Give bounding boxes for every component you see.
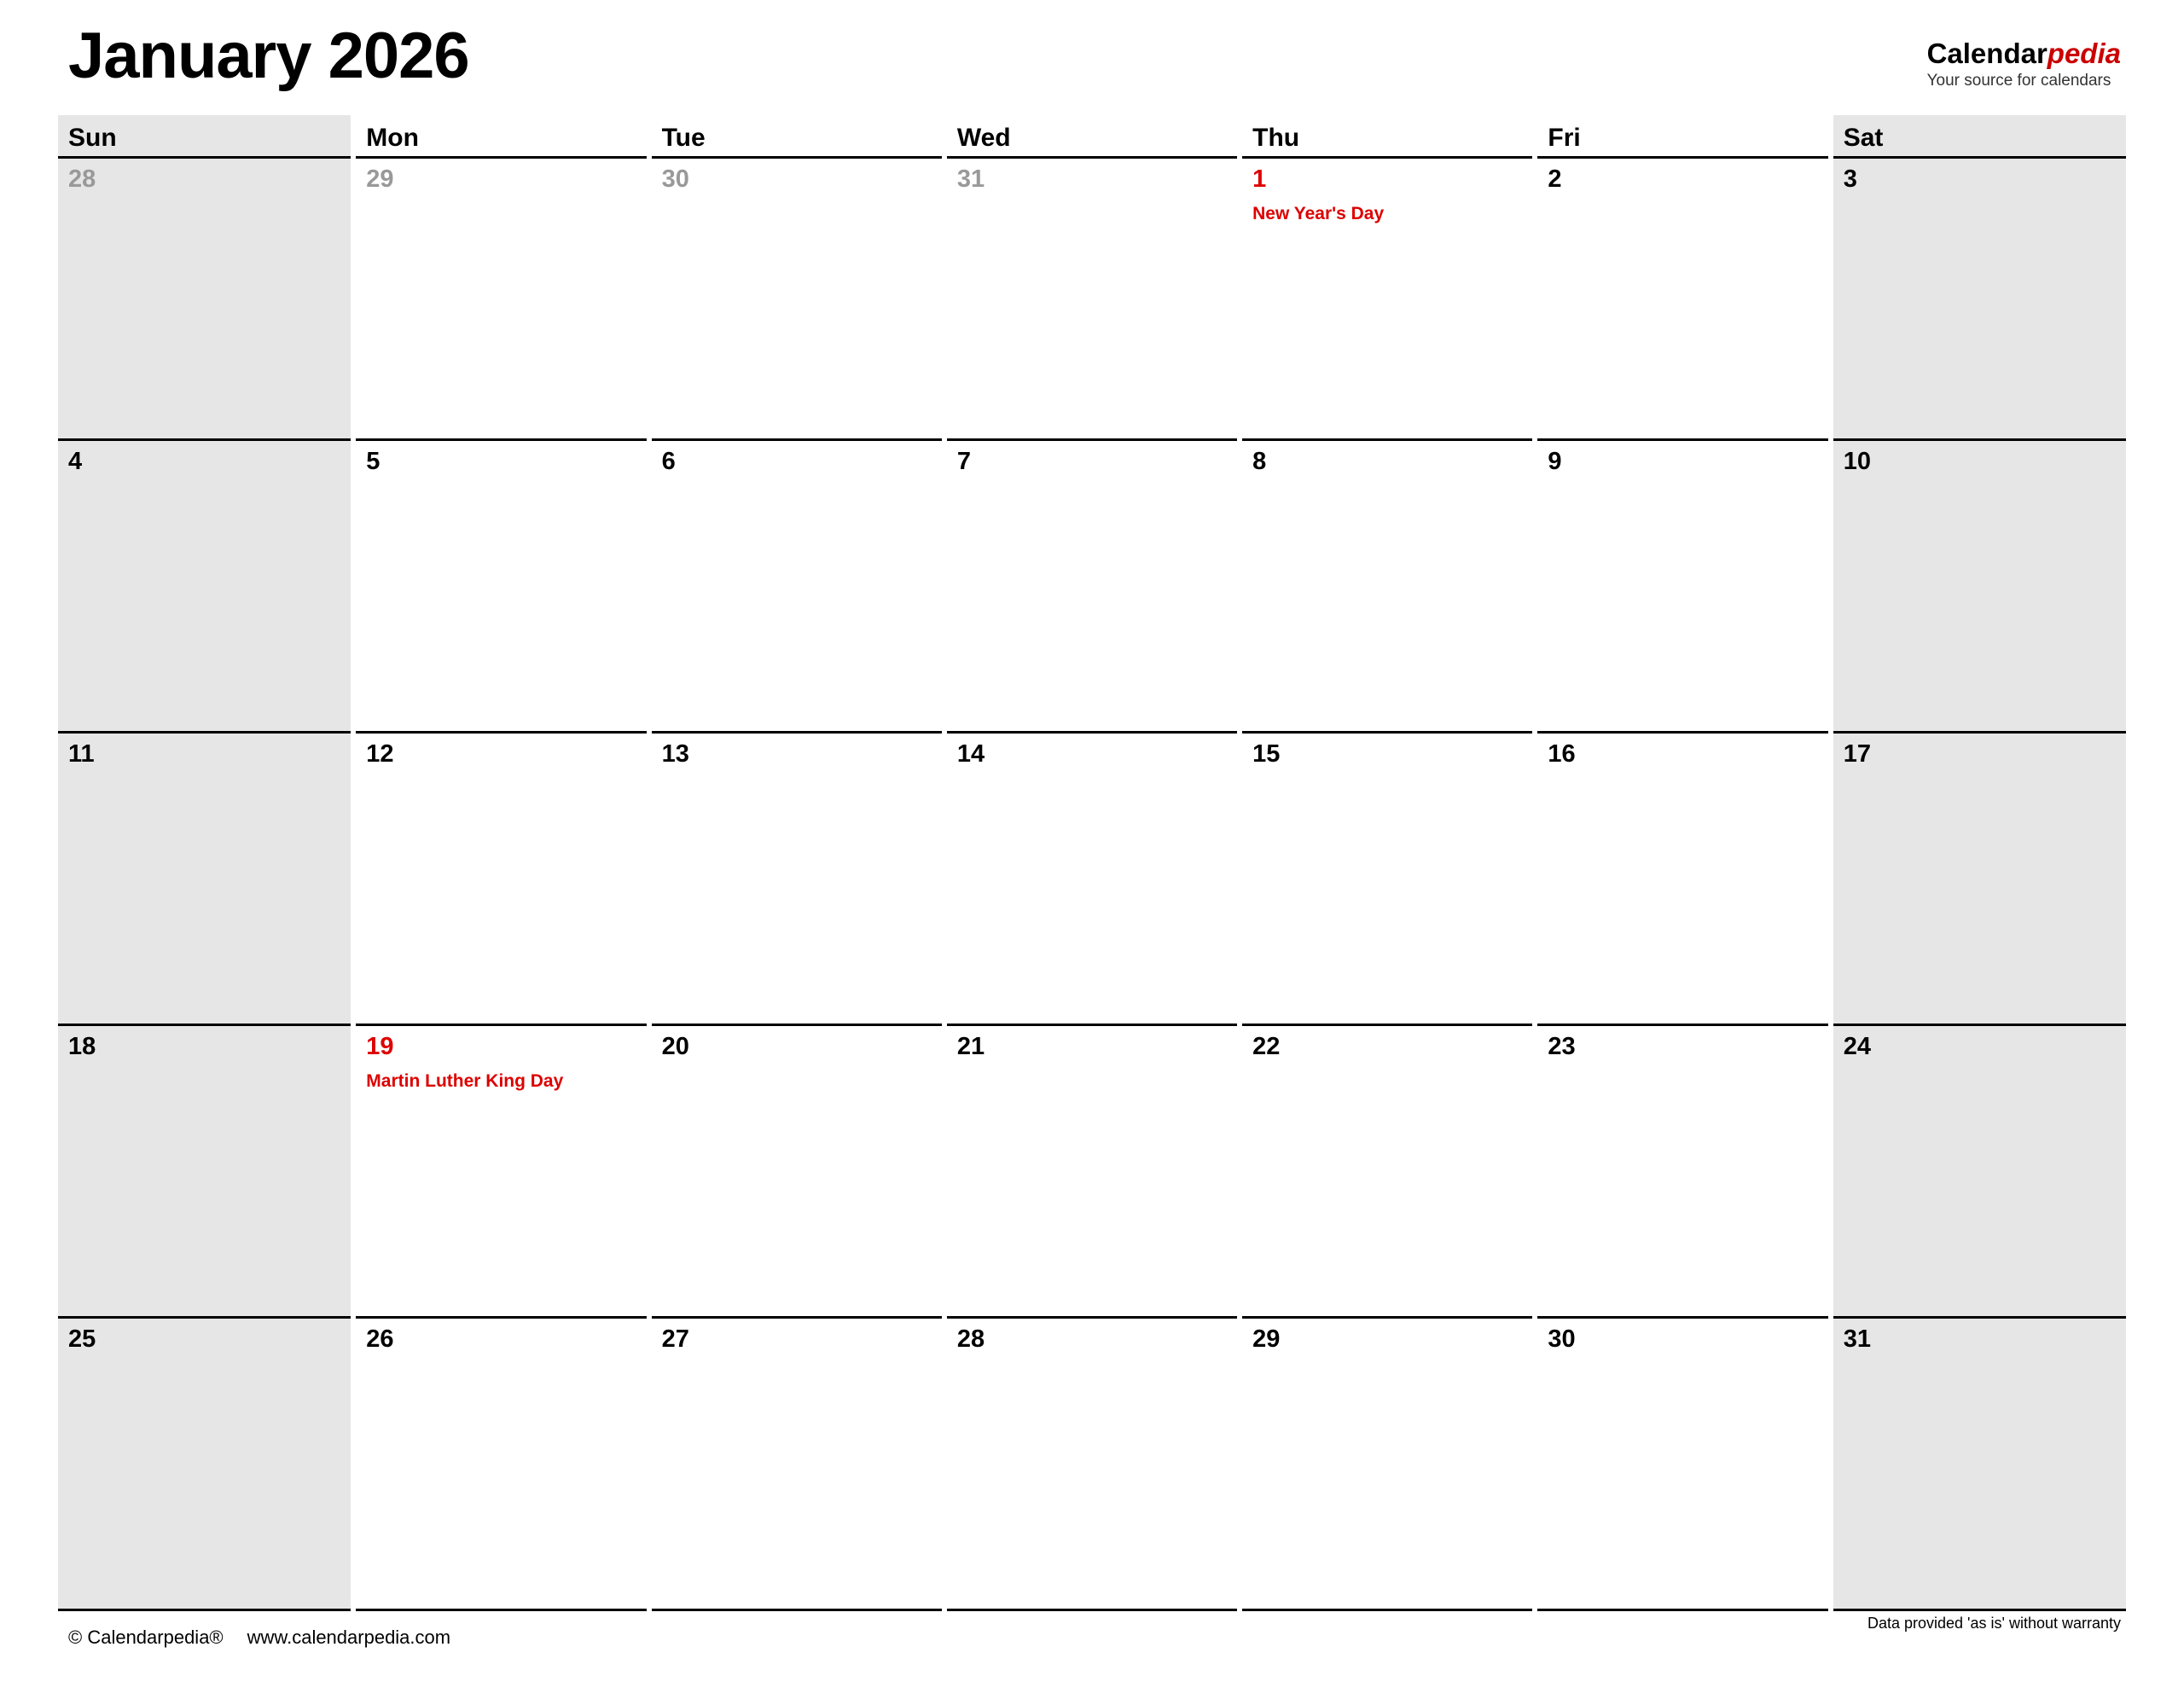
day-number: 24 [1843,1033,1871,1060]
day-event: New Year's Day [1252,204,1385,223]
day-cell[interactable] [944,1025,1240,1318]
day-number: 16 [1548,740,1576,768]
day-cell[interactable] [1535,440,1830,733]
day-number: 14 [956,740,985,768]
weekday-header-fri [1535,115,1830,158]
day-cell[interactable] [1831,440,2126,733]
day-cell[interactable] [944,1318,1240,1610]
day-number: 8 [1252,448,1267,475]
day-number: 26 [366,1325,394,1353]
week-row [58,1318,2126,1610]
week-row [58,733,2126,1025]
day-number: 6 [661,448,676,475]
page-footer [58,1611,2126,1671]
day-cell[interactable] [649,733,944,1025]
copyright-line [68,1627,450,1649]
weekday-label: Thu [1252,124,1300,152]
day-number: 3 [1843,165,1857,193]
day-number: 31 [956,165,985,193]
day-cell[interactable] [649,158,944,440]
disclaimer-text: Data provided 'as is' without warranty [1867,1615,2121,1632]
weekday-header-sat [1831,115,2126,158]
weekday-label: Tue [661,124,706,152]
week-row [58,1025,2126,1318]
weekday-label: Fri [1548,124,1581,152]
day-cell[interactable] [944,158,1240,440]
weekday-header-row [58,115,2126,158]
day-cell[interactable] [1831,1318,2126,1610]
brand-logo [1927,39,2121,90]
day-cell[interactable] [1831,733,2126,1025]
day-cell[interactable] [58,158,353,440]
brand-name-accent: pedia [2047,38,2121,69]
day-number: 21 [956,1033,985,1060]
day-cell[interactable] [649,1318,944,1610]
day-number: 9 [1548,448,1562,475]
day-cell[interactable] [944,733,1240,1025]
day-number: 4 [68,448,83,475]
day-cell[interactable] [1831,158,2126,440]
day-cell[interactable] [353,1025,648,1318]
weekday-header-thu [1240,115,1535,158]
day-number: 17 [1843,740,1871,768]
day-number: 11 [68,740,95,768]
weekday-label: Sun [68,124,117,152]
day-number: 22 [1252,1033,1281,1060]
weekday-label: Mon [366,124,419,152]
day-cell[interactable] [353,158,648,440]
day-number: 1 [1252,165,1267,193]
page-title: January 2026 [68,20,469,92]
week-row [58,158,2126,440]
day-cell[interactable] [944,440,1240,733]
day-number: 5 [366,448,380,475]
day-number: 29 [1252,1325,1281,1353]
day-number: 2 [1548,165,1562,193]
day-number: 28 [68,165,96,193]
day-number: 28 [956,1325,985,1353]
day-cell[interactable] [353,733,648,1025]
website-url[interactable]: www.calendarpedia.com [247,1627,451,1648]
day-cell[interactable] [1240,1318,1535,1610]
day-cell[interactable] [1535,1318,1830,1610]
day-cell[interactable] [58,733,353,1025]
day-number: 31 [1843,1325,1871,1353]
weekday-header-wed [944,115,1240,158]
page-header [58,0,2126,115]
day-cell[interactable] [1240,733,1535,1025]
day-cell[interactable] [1240,158,1535,440]
day-number: 18 [68,1033,96,1060]
day-number: 29 [366,165,394,193]
weekday-header-tue [649,115,944,158]
day-number: 15 [1252,740,1281,768]
day-number: 10 [1843,448,1871,475]
day-cell[interactable] [1535,158,1830,440]
day-cell[interactable] [58,440,353,733]
day-number: 30 [661,165,689,193]
week-row [58,440,2126,733]
day-event: Martin Luther King Day [366,1071,564,1091]
day-number: 23 [1548,1033,1576,1060]
brand-name [1927,39,2121,69]
month-grid [58,115,2126,1611]
day-number: 13 [661,740,689,768]
day-cell[interactable] [353,440,648,733]
copyright-text: © Calendarpedia® [68,1627,224,1648]
weekday-label: Wed [956,124,1011,152]
day-cell[interactable] [58,1318,353,1610]
day-cell[interactable] [1240,1025,1535,1318]
day-number: 27 [661,1325,689,1353]
brand-tagline: Your source for calendars [1926,71,2111,90]
day-number: 12 [366,740,394,768]
day-number: 7 [956,448,971,475]
brand-name-primary: Calendar [1926,38,2048,69]
day-cell[interactable] [58,1025,353,1318]
day-cell[interactable] [1240,440,1535,733]
day-number: 25 [68,1325,96,1353]
day-cell[interactable] [1535,733,1830,1025]
day-cell[interactable] [649,1025,944,1318]
day-number: 20 [661,1033,689,1060]
day-cell[interactable] [649,440,944,733]
day-number: 19 [366,1033,394,1060]
day-cell[interactable] [1831,1025,2126,1318]
day-cell[interactable] [1535,1025,1830,1318]
day-number: 30 [1548,1325,1576,1353]
day-cell[interactable] [353,1318,648,1610]
weekday-label: Sat [1843,124,1884,152]
weekday-header-mon [353,115,648,158]
weekday-header-sun [58,115,353,158]
